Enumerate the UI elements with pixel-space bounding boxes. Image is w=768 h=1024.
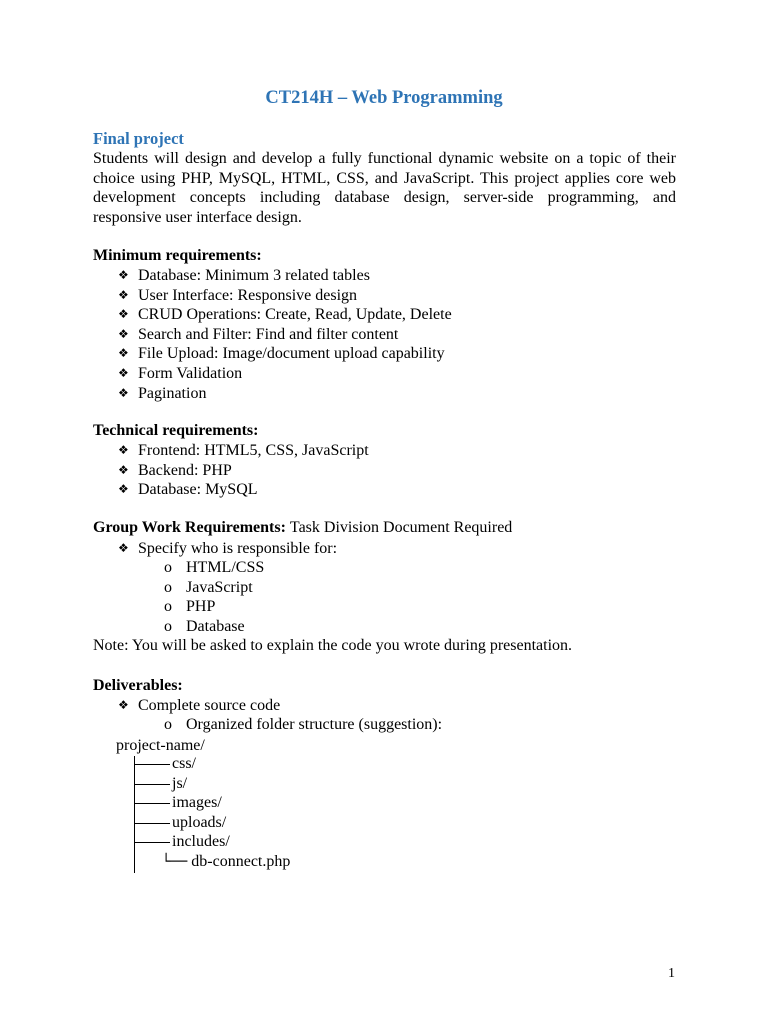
folder-tree-item: css/	[134, 755, 196, 774]
diamond-bullet-icon: ❖	[118, 268, 129, 282]
list-item: ❖ File Upload: Image/document upload capability	[118, 345, 445, 363]
document-title: CT214H – Web Programming	[265, 88, 503, 108]
list-item: ❖ Frontend: HTML5, CSS, JavaScript	[118, 442, 369, 459]
technical-requirements-list	[118, 441, 369, 500]
diamond-bullet-icon: ❖	[118, 287, 129, 302]
group-work-heading: Group Work Requirements: Task Division Document Required	[93, 519, 513, 536]
group-work-list	[118, 539, 337, 559]
page-number: 1	[668, 966, 675, 981]
deliverables-heading: Deliverables:	[93, 677, 183, 694]
presentation-note: Note: You will be asked to explain the code you wrote during presentation.	[93, 637, 573, 654]
circle-bullet-icon: o	[164, 598, 172, 616]
folder-tree-item: uploads/	[134, 814, 226, 833]
folder-tree-root: project-name/	[116, 737, 205, 754]
tree-branch-icon	[134, 764, 170, 765]
list-item: ❖ CRUD Operations: Create, Read, Update, Delete	[118, 306, 452, 324]
circle-bullet-icon: o	[164, 578, 172, 596]
folder-tree-leaf: └── db-connect.php	[162, 853, 291, 870]
circle-bullet-icon: o	[164, 559, 172, 576]
folder-tree-item: images/	[134, 794, 222, 813]
folder-tree-item: includes/	[134, 833, 230, 852]
sub-list-item: o Organized folder structure (suggestion):	[164, 716, 443, 733]
diamond-bullet-icon: ❖	[118, 346, 129, 361]
tree-branch-icon	[134, 842, 170, 843]
circle-bullet-icon: o	[164, 716, 172, 733]
deliverables-list	[118, 696, 280, 716]
list-item: ❖ Pagination	[118, 384, 207, 402]
responsibility-sublist	[164, 558, 264, 636]
list-item: ❖ User Interface: Responsive design	[118, 286, 358, 304]
sub-list-item: o JavaScript	[164, 578, 253, 596]
list-item: ❖ Complete source code	[118, 697, 281, 714]
list-item: ❖ Specify who is responsible for:	[118, 540, 338, 557]
sub-list-item: o Database	[164, 617, 245, 635]
sub-list-item: o HTML/CSS	[164, 559, 265, 576]
diamond-bullet-icon: ❖	[118, 482, 129, 497]
list-item: ❖ Database: Minimum 3 related tables	[118, 267, 370, 284]
final-project-description: Students will design and develop a fully functional dynamic website on a topic of their choice using PHP, MySQL, HTML, CSS, and JavaScript. This project applies core web development concepts including database design, server-side programming, and responsive user interface design.	[93, 150, 676, 227]
diamond-bullet-icon: ❖	[118, 385, 129, 400]
diamond-bullet-icon: ❖	[118, 698, 129, 712]
circle-bullet-icon: o	[164, 617, 172, 635]
diamond-bullet-icon: ❖	[118, 307, 129, 322]
list-item: ❖ Form Validation	[118, 364, 243, 382]
list-item: ❖ Search and Filter: Find and filter content	[118, 325, 399, 343]
tree-branch-icon	[134, 784, 170, 785]
diamond-bullet-icon: ❖	[118, 462, 129, 477]
diamond-bullet-icon: ❖	[118, 326, 129, 341]
diamond-bullet-icon: ❖	[118, 443, 129, 457]
minimum-requirements-list	[118, 266, 452, 403]
diamond-bullet-icon: ❖	[118, 541, 129, 555]
deliverables-sublist	[164, 715, 442, 735]
group-work-heading-note: Task Division Document Required	[289, 519, 513, 536]
minimum-requirements-heading: Minimum requirements:	[93, 247, 262, 264]
folder-tree-item: js/	[134, 775, 187, 794]
diamond-bullet-icon: ❖	[118, 365, 129, 380]
tree-corner-icon: └──	[162, 854, 188, 870]
sub-list-item: o PHP	[164, 598, 216, 616]
final-project-heading: Final project	[93, 129, 184, 148]
tree-branch-icon	[134, 823, 170, 824]
tree-branch-icon	[134, 803, 170, 804]
list-item: ❖ Database: MySQL	[118, 481, 258, 499]
technical-requirements-heading: Technical requirements:	[93, 422, 259, 439]
list-item: ❖ Backend: PHP	[118, 461, 232, 479]
